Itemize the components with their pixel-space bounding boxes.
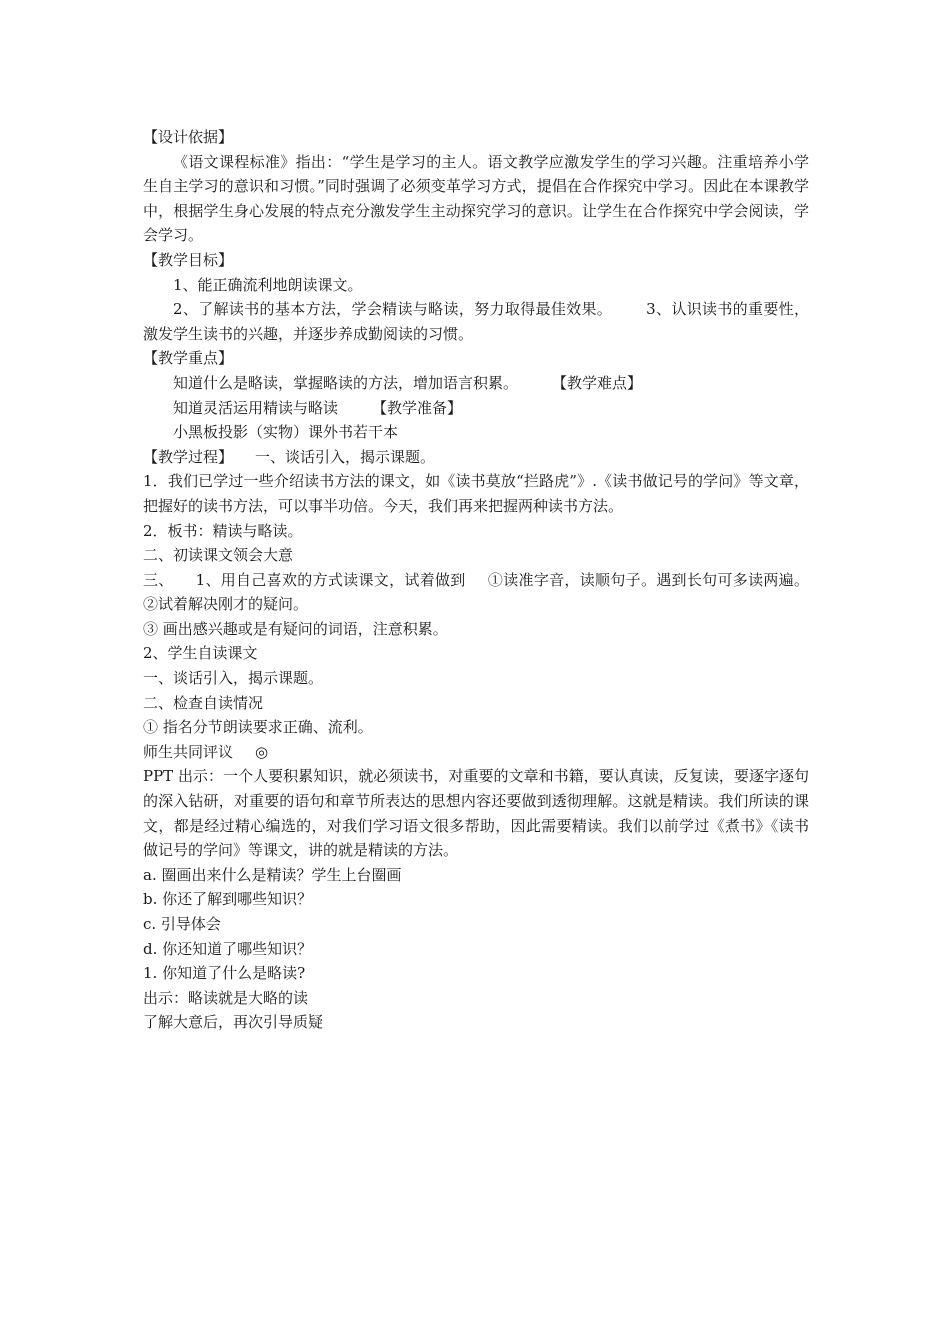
heading-difficulties: 【教学难点】 — [552, 373, 643, 392]
lesson-plan-body — [143, 125, 809, 1035]
section-three-line — [143, 568, 809, 617]
list-item-d: d. 你还知道了哪些知识？ — [143, 939, 313, 958]
difficulties-line — [143, 396, 809, 421]
step-intro: 一、谈话引入，揭示课题。 — [255, 447, 436, 466]
self-reading: 2、学生自读课文 — [143, 644, 258, 663]
goal-1: 1、能正确流利地朗读课文。 — [173, 275, 363, 294]
reading-task-3: ③ 画出感兴趣或是有疑问的词语，注意积累。 — [143, 619, 448, 638]
heading-teaching-process: 【教学过程】 — [143, 447, 234, 466]
reading-task-intro: 1、用自己喜欢的方式读课文，试着做到 — [195, 570, 466, 589]
reading-task-details: ①读准字音，读顺句子。遇到长句可多读两遍。②试着解决刚才的疑问。 — [143, 570, 809, 614]
heading-preparation: 【教学准备】 — [372, 398, 463, 417]
list-item-b: b. 你还了解到哪些知识？ — [143, 890, 313, 909]
list-item-1: 1. 你知道了什么是略读? — [143, 964, 306, 983]
ppt-display-paragraph: PPT 出示：一个人要积累知识，就必须读书，对重要的文章和书籍，要认真读，反复读，要逐字逐句的深入钻研，对重要的语句和章节所表达的思想内容还要做到透彻理解。这就是精读。我们所读的课文，都是经过精心编选的，对我们学习语文很多帮助，因此需要精读。我们以前学过《煮书》《读书做记号的学问》等课文，讲的就是精读的方法。 — [143, 767, 809, 860]
heading-key-points: 【教学重点】 — [143, 349, 234, 368]
heading-design-basis: 【设计依据】 — [143, 128, 234, 146]
joint-review: 师生共同评议 — [143, 742, 234, 761]
section-intro-repeat: 一、谈话引入，揭示课题。 — [143, 669, 324, 688]
process-heading-line — [143, 445, 809, 470]
check-reading-item: ① 指名分节朗读要求正确、流利。 — [143, 718, 373, 737]
section-three-label: 三、 — [143, 570, 174, 589]
process-item-2: 2．板书：精读与略读。 — [143, 521, 303, 540]
section-check-reading: 二、检查自读情况 — [143, 693, 264, 712]
preparation-text: 小黑板投影（实物）课外书若干本 — [173, 423, 399, 442]
display-skim-definition: 出示：略读就是大略的读 — [143, 988, 309, 1007]
key-points-line — [143, 371, 809, 396]
difficulty-text: 知道灵活运用精读与略读 — [173, 398, 339, 417]
joint-review-line — [143, 740, 809, 765]
bullseye-symbol: ◎ — [255, 742, 269, 761]
section-first-reading: 二、初读课文领会大意 — [143, 546, 294, 565]
process-item-1: 1．我们已学过一些介绍读书方法的课文，如《读书莫放“拦路虎”》.《读书做记号的学问》等文章，把握好的读书方法，可以事半功倍。今天，我们再来把握两种读书方法。 — [143, 472, 809, 515]
goal-3: 3、认识读书的重要性，激发学生读书的兴趣，并逐步养成勤阅读的习惯。 — [143, 300, 810, 343]
key-point-text: 知道什么是略读，掌握略读的方法，增加语言积累。 — [173, 373, 519, 392]
goal-2: 2、了解读书的基本方法，学会精读与略读，努力取得最佳效果。 — [173, 300, 613, 319]
list-item-a: a. 圈画出来什么是精读？学生上台圈画 — [143, 865, 402, 884]
paragraph-design-basis: 《语文课程标准》指出：“学生是学习的主人。语文教学应激发学生的学习兴趣。注重培养小学生自主学习的意识和习惯。”同时强调了必须变革学习方式，提倡在合作探究中学习。因此在本课教学中，根据学生身心发展的特点充分激发学生主动探究学习的意识。让学生在合作探究中学会阅读，学会学习。 — [143, 152, 809, 245]
guide-questioning: 了解大意后，再次引导质疑 — [143, 1013, 324, 1032]
goals-2-3 — [143, 297, 809, 346]
heading-teaching-goals: 【教学目标】 — [143, 250, 234, 269]
list-item-c: c. 引导体会 — [143, 915, 221, 933]
